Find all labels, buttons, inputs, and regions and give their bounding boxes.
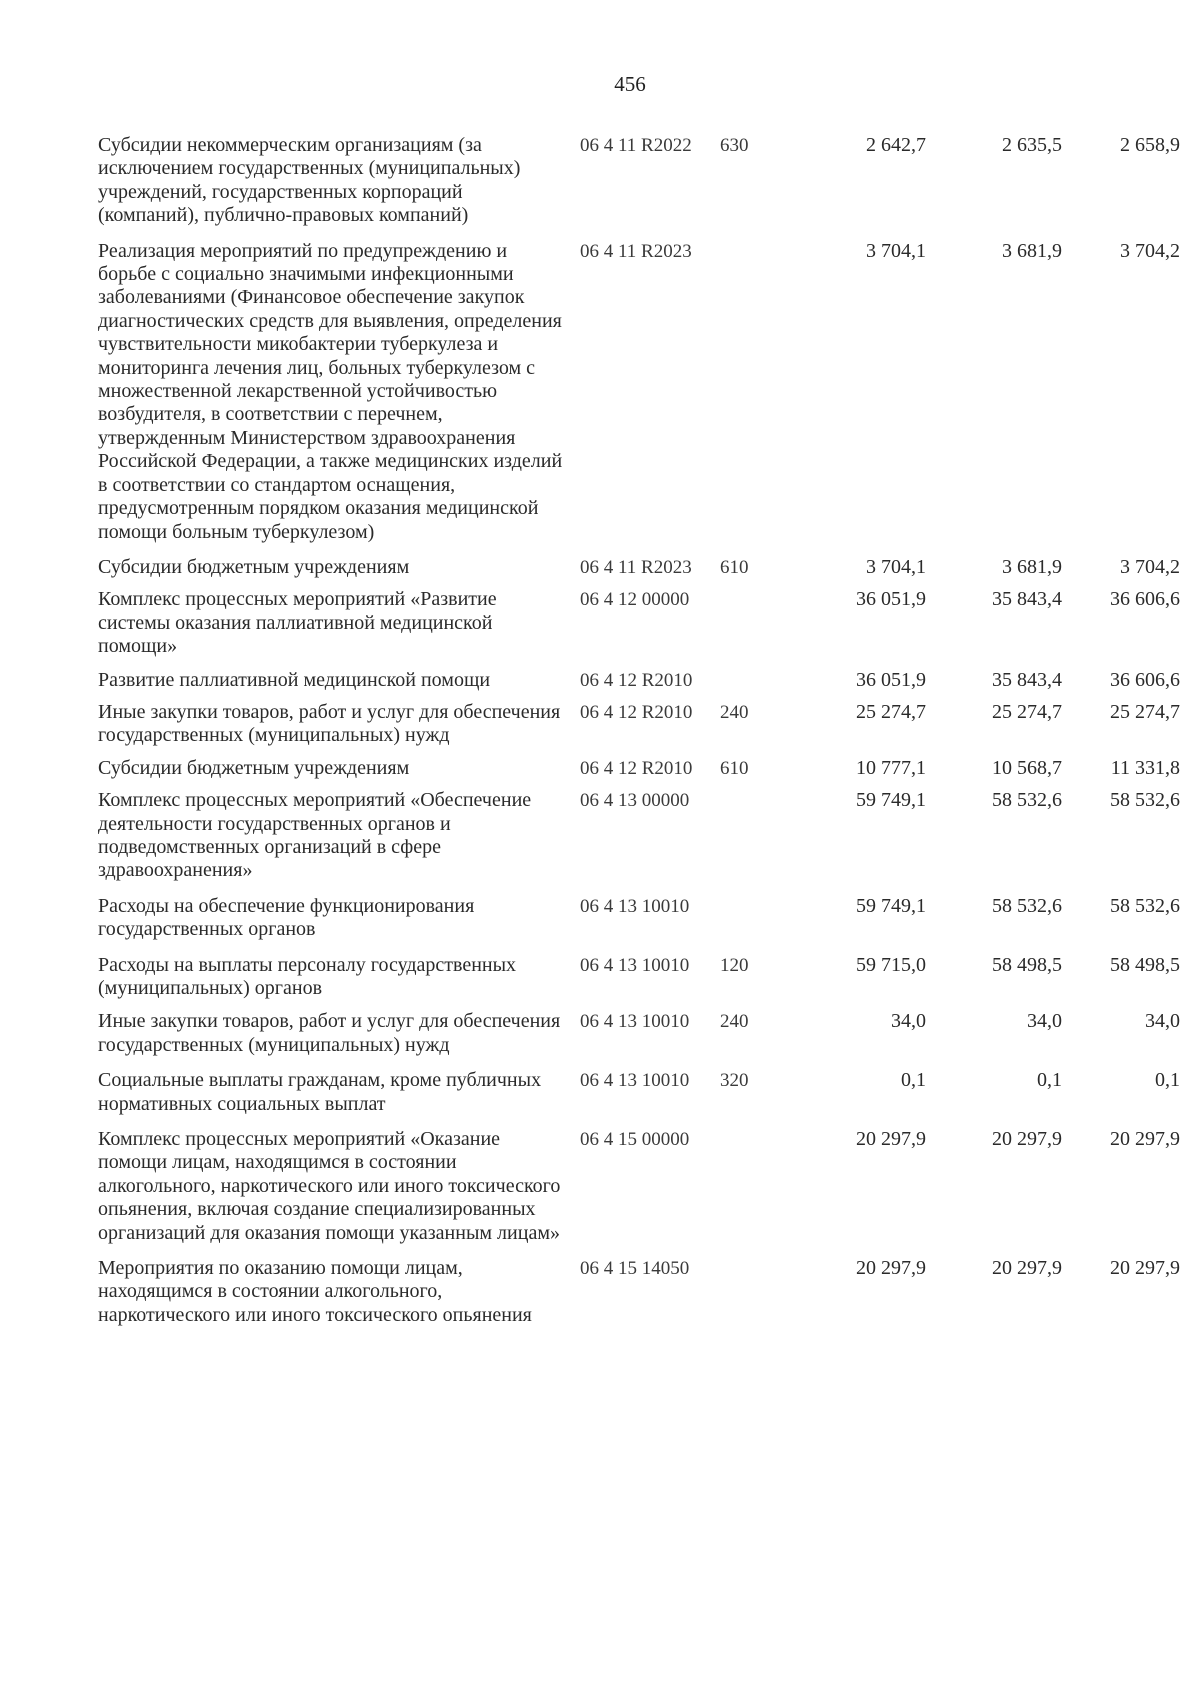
amount-year-2: 2 635,5 bbox=[1002, 134, 1062, 156]
table-row bbox=[98, 556, 1180, 579]
amount-year-3: 20 297,9 bbox=[1110, 1257, 1180, 1280]
amount-year-2: 35 843,4 bbox=[992, 668, 1062, 691]
row-name: Мероприятия по оказанию помощи лицам, находящимся в состоянии алкогольного, наркотического или иного токсического опьянения bbox=[98, 1257, 532, 1326]
table-row bbox=[98, 954, 1180, 1001]
budget-table bbox=[98, 134, 1180, 1327]
expense-type-code: 240 bbox=[720, 701, 749, 723]
expense-type-code: 610 bbox=[720, 757, 749, 779]
row-name: Комплекс процессных мероприятий «Оказание помощи лицам, находящимся в состоянии алкогольного, наркотического или иного токсического опьянения, включая создание специализированных организаций для оказания помощи указанным лицам» bbox=[98, 1128, 561, 1244]
amount-year-3: 3 704,2 bbox=[1120, 555, 1180, 578]
target-article-code: 06 4 12 R2010 bbox=[580, 757, 693, 779]
amount-year-1: 59 749,1 bbox=[856, 789, 926, 812]
target-article-code: 06 4 15 14050 bbox=[580, 1258, 690, 1280]
row-name: Иные закупки товаров, работ и услуг для обеспечения государственных (муниципальных) нужд bbox=[98, 1010, 561, 1056]
table-row bbox=[98, 757, 1180, 780]
target-article-code: 06 4 11 R2022 bbox=[580, 135, 692, 156]
target-article-code: 06 4 12 R2010 bbox=[580, 701, 693, 723]
row-name: Иные закупки товаров, работ и услуг для обеспечения государственных (муниципальных) нужд bbox=[98, 700, 561, 747]
amount-year-2: 10 568,7 bbox=[992, 756, 1062, 779]
table-row bbox=[98, 1010, 1180, 1057]
amount-year-1: 59 749,1 bbox=[856, 894, 926, 917]
amount-year-2: 3 681,9 bbox=[1002, 555, 1062, 578]
page-number: 456 bbox=[614, 72, 646, 96]
expense-type-code: 320 bbox=[720, 1070, 749, 1092]
amount-year-3: 58 498,5 bbox=[1110, 953, 1180, 976]
expense-type-code: 610 bbox=[720, 556, 749, 578]
amount-year-2: 20 297,9 bbox=[992, 1257, 1062, 1280]
amount-year-3: 0,1 bbox=[1155, 1069, 1180, 1092]
table-row bbox=[98, 588, 1180, 658]
amount-year-3: 11 331,8 bbox=[1110, 756, 1180, 779]
row-name: Развитие паллиативной медицинской помощи bbox=[98, 668, 491, 691]
row-name: Социальные выплаты гражданам, кроме публичных нормативных социальных выплат bbox=[98, 1069, 542, 1115]
amount-year-2: 25 274,7 bbox=[992, 700, 1062, 723]
table-row bbox=[98, 134, 1180, 228]
row-name: Субсидии некоммерческим организациям (за исключением государственных (муниципальных) учреждений, государственных корпораций (компаний), публично-правовых компаний) bbox=[98, 134, 521, 227]
amount-year-1: 34,0 bbox=[891, 1010, 926, 1033]
amount-year-2: 35 843,4 bbox=[992, 588, 1062, 611]
target-article-code: 06 4 15 00000 bbox=[580, 1129, 690, 1151]
amount-year-2: 34,0 bbox=[1027, 1010, 1062, 1033]
amount-year-1: 3 704,1 bbox=[866, 239, 926, 262]
amount-year-3: 58 532,6 bbox=[1110, 789, 1180, 812]
row-name: Субсидии бюджетным учреждениям bbox=[98, 756, 410, 779]
amount-year-3: 25 274,7 bbox=[1110, 700, 1180, 723]
table-row bbox=[98, 895, 1180, 942]
target-article-code: 06 4 13 10010 bbox=[580, 1070, 690, 1092]
amount-year-2: 58 498,5 bbox=[992, 953, 1062, 976]
amount-year-2: 3 681,9 bbox=[1002, 239, 1062, 262]
table-row bbox=[98, 669, 1180, 692]
row-name: Реализация мероприятий по предупреждению и борьбе с социально значимыми инфекционными заболеваниями (Финансовое обеспечение закупок диагностических средств для выявления, определения чувствительности микобактерии туберкулеза и мониторинга лечения лиц, больных туберкулезом с множественной лекарственной устойчивостью возбудителя, в соответствии с перечнем, утвержденным Министерством здравоохранения Российской Федерации, а также медицинских изделий в соответствии со стандартом оснащения, предусмотренным порядком оказания медицинской помощи больным туберкулезом) bbox=[98, 239, 563, 543]
amount-year-2: 58 532,6 bbox=[992, 789, 1062, 812]
amount-year-3: 58 532,6 bbox=[1110, 894, 1180, 917]
amount-year-2: 0,1 bbox=[1037, 1069, 1062, 1092]
amount-year-3: 34,0 bbox=[1145, 1010, 1180, 1033]
table-row bbox=[98, 701, 1180, 748]
amount-year-1: 3 704,1 bbox=[866, 555, 926, 578]
expense-type-code: 120 bbox=[720, 954, 749, 976]
row-name: Расходы на обеспечение функционирования государственных органов bbox=[98, 894, 475, 941]
amount-year-1: 36 051,9 bbox=[856, 668, 926, 691]
amount-year-2: 58 532,6 bbox=[992, 894, 1062, 917]
amount-year-2: 20 297,9 bbox=[992, 1128, 1062, 1151]
target-article-code: 06 4 11 R2023 bbox=[580, 556, 692, 578]
amount-year-3: 36 606,6 bbox=[1110, 668, 1180, 691]
amount-year-1: 59 715,0 bbox=[856, 953, 926, 976]
target-article-code: 06 4 13 10010 bbox=[580, 1011, 690, 1033]
target-article-code: 06 4 13 10010 bbox=[580, 895, 690, 917]
amount-year-1: 25 274,7 bbox=[856, 700, 926, 723]
amount-year-3: 2 658,9 bbox=[1120, 134, 1180, 156]
expense-type-code: 240 bbox=[720, 1011, 749, 1033]
amount-year-1: 2 642,7 bbox=[866, 134, 926, 156]
amount-year-3: 3 704,2 bbox=[1120, 239, 1180, 262]
row-name: Комплекс процессных мероприятий «Обеспечение деятельности государственных органов и подведомственных организаций в сфере здравоохранения» bbox=[98, 789, 532, 882]
table-row bbox=[98, 1257, 1180, 1327]
row-name: Комплекс процессных мероприятий «Развитие системы оказания паллиативной медицинской помощи» bbox=[98, 588, 497, 658]
amount-year-1: 20 297,9 bbox=[856, 1128, 926, 1151]
target-article-code: 06 4 13 10010 bbox=[580, 954, 690, 976]
amount-year-3: 20 297,9 bbox=[1110, 1128, 1180, 1151]
target-article-code: 06 4 12 R2010 bbox=[580, 669, 693, 691]
amount-year-3: 36 606,6 bbox=[1110, 588, 1180, 611]
target-article-code: 06 4 11 R2023 bbox=[580, 240, 692, 262]
table-row bbox=[98, 1128, 1180, 1245]
amount-year-1: 0,1 bbox=[901, 1069, 926, 1092]
target-article-code: 06 4 12 00000 bbox=[580, 589, 690, 611]
row-name: Субсидии бюджетным учреждениям bbox=[98, 555, 410, 578]
amount-year-1: 20 297,9 bbox=[856, 1257, 926, 1280]
expense-type-code: 630 bbox=[720, 135, 749, 156]
table-row bbox=[98, 1069, 1180, 1116]
amount-year-1: 36 051,9 bbox=[856, 588, 926, 611]
amount-year-1: 10 777,1 bbox=[856, 756, 926, 779]
row-name: Расходы на выплаты персоналу государственных (муниципальных) органов bbox=[98, 953, 517, 999]
target-article-code: 06 4 13 00000 bbox=[580, 790, 690, 812]
table-row bbox=[98, 240, 1180, 544]
table-row bbox=[98, 789, 1180, 883]
